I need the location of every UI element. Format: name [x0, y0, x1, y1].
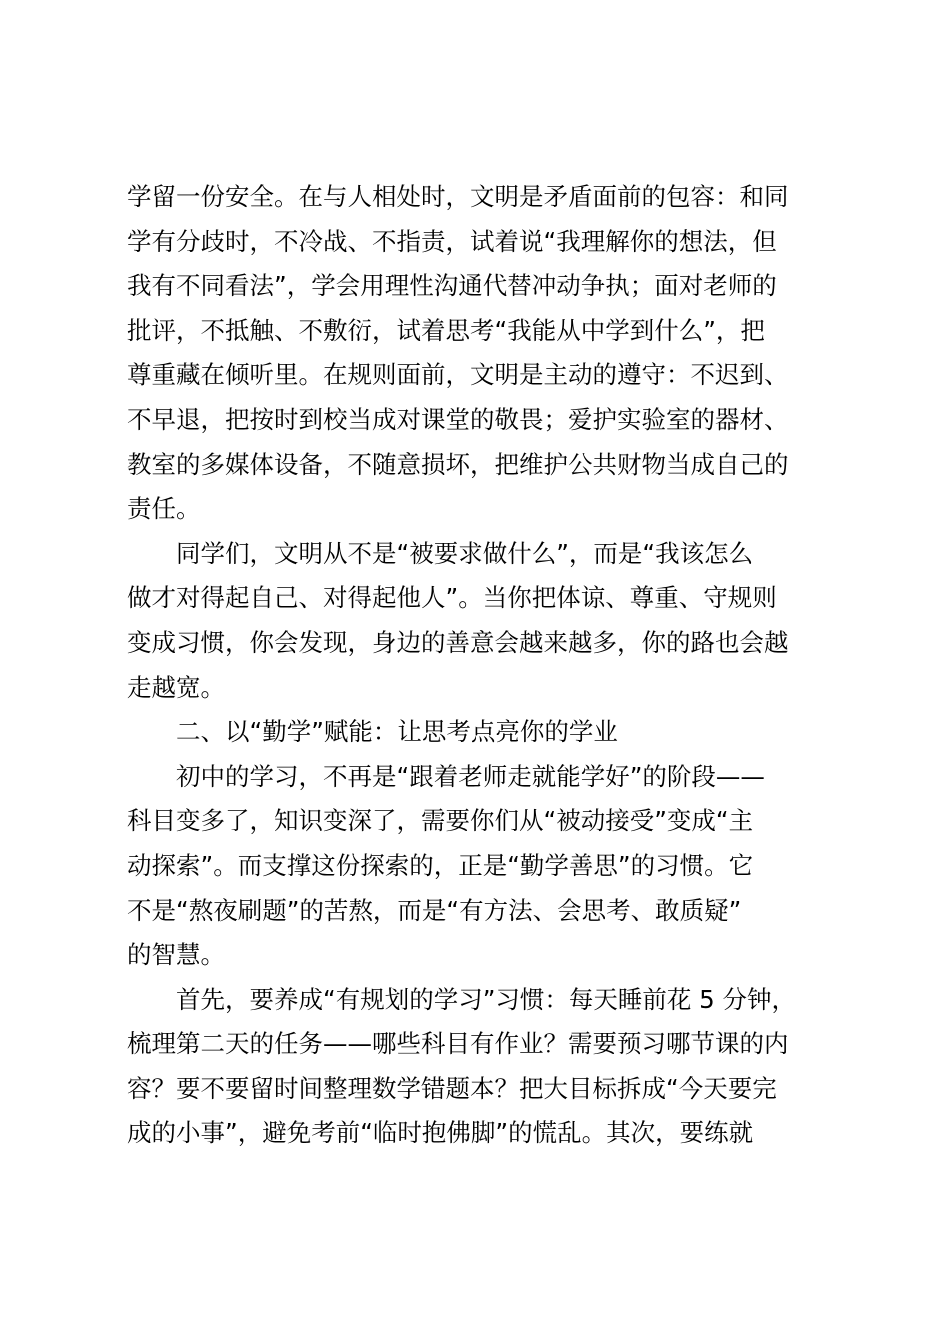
section-heading-text: 二、以“勤学”赋能：让思考点亮你的学业	[176, 717, 618, 747]
text-line: 不早退，把按时到校当成对课堂的敬畏；爱护实验室的器材、	[127, 404, 789, 434]
text-line: 的智慧。	[127, 940, 225, 970]
text-line: 学有分歧时，不冷战、不指责，试着说“我理解你的想法，但	[127, 226, 777, 256]
paragraph-study-intro	[127, 755, 847, 978]
text-line: 学留一份安全。在与人相处时，文明是矛盾面前的包容：和同	[127, 182, 789, 211]
section-heading	[127, 710, 847, 755]
text-line: 变成习惯，你会发现，身边的善意会越来越多，你的路也会越	[127, 627, 789, 657]
text-line: 首先，要养成“有规划的学习”习惯：每天睡前花 5 分钟，	[176, 984, 797, 1014]
text-line: 初中的学习，不再是“跟着老师走就能学好”的阶段——	[176, 761, 765, 791]
document-body	[127, 175, 847, 1156]
text-line: 动探索”。而支撑这份探索的，正是“勤学善思”的习惯。它	[127, 850, 754, 880]
text-line: 容？要不要留时间整理数学错题本？把大目标拆成“今天要完	[127, 1073, 777, 1103]
text-line: 梳理第二天的任务——哪些科目有作业？需要预习哪节课的内	[127, 1029, 789, 1059]
text-line: 批评，不抵触、不敷衍，试着思考“我能从中学到什么”，把	[127, 315, 765, 345]
paragraph-civility-summary	[127, 532, 847, 710]
text-line: 走越宽。	[127, 672, 225, 702]
text-line: 我有不同看法”，学会用理性沟通代替冲动争执；面对老师的	[127, 271, 777, 301]
text-line: 教室的多媒体设备，不随意损坏，把维护公共财物当成自己的	[127, 449, 789, 479]
paragraph-study-planning	[127, 978, 847, 1156]
text-line: 尊重藏在倾听里。在规则面前，文明是主动的遵守：不迟到、	[127, 360, 789, 390]
paragraph-civility-examples	[127, 175, 847, 532]
text-line: 不是“熬夜刷题”的苦熬，而是“有方法、会思考、敢质疑”	[127, 895, 742, 925]
text-line: 科目变多了，知识变深了，需要你们从“被动接受”变成“主	[127, 806, 754, 836]
text-line: 责任。	[127, 494, 201, 524]
text-line: 同学们，文明从不是“被要求做什么”，而是“我该怎么	[176, 538, 754, 568]
text-line: 做才对得起自己、对得起他人”。当你把体谅、尊重、守规则	[127, 583, 777, 613]
text-line: 成的小事”，避免考前“临时抱佛脚”的慌乱。其次，要练就	[127, 1118, 754, 1148]
